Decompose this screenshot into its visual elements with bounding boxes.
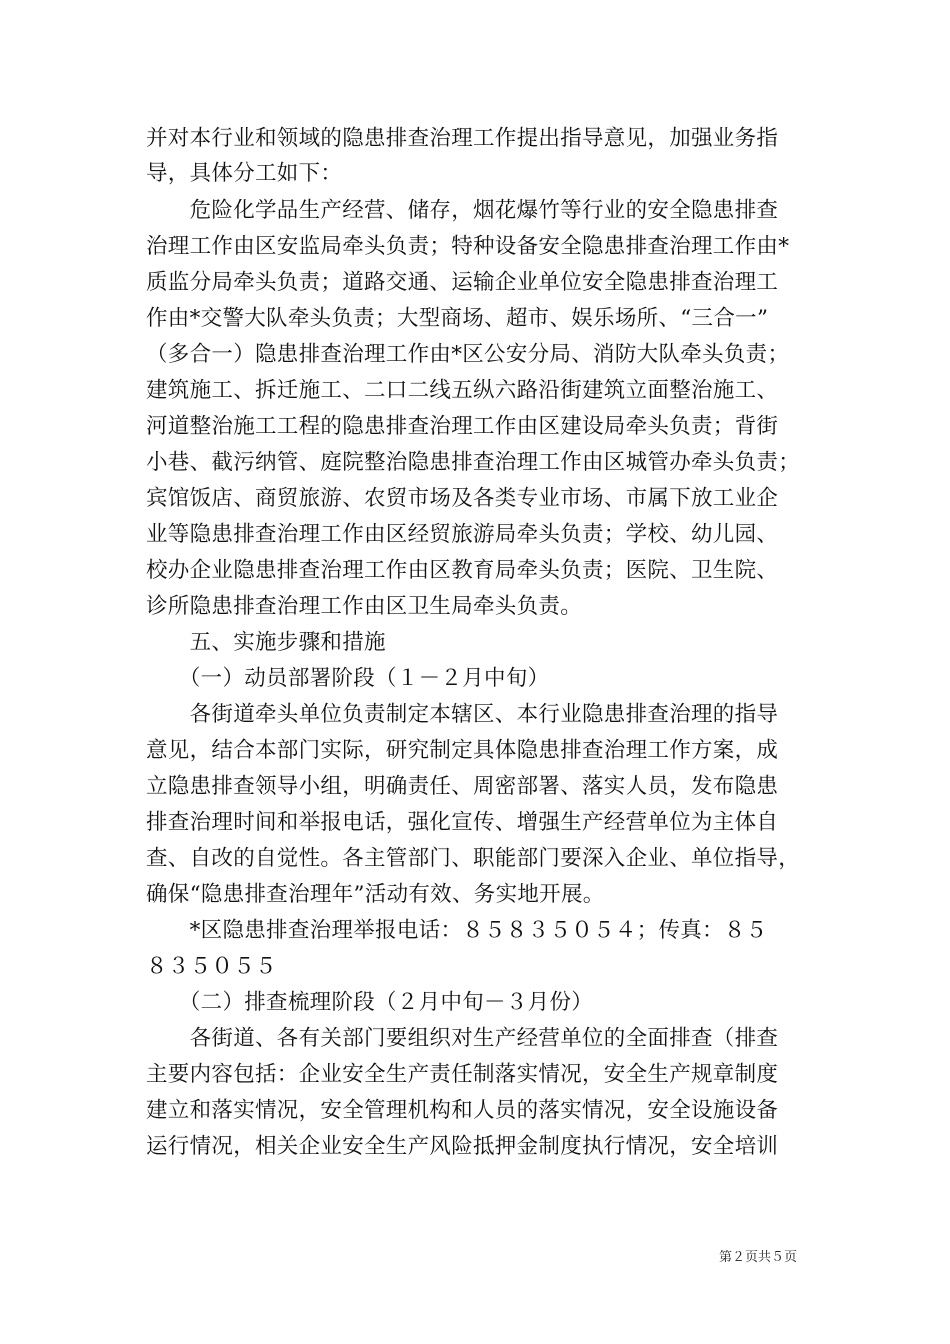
section-heading: 五、实施步骤和措施 <box>146 630 386 655</box>
text-line: 建立和落实情况，安全管理机构和人员的落实情况，安全设施设备 <box>146 1098 779 1123</box>
text-line: （多合一）隐患排查治理工作由*区公安分局、消防大队牵头负责； <box>146 342 790 367</box>
text-line: ８３５０５５ <box>146 954 277 979</box>
text-line: 质监分局牵头负责；道路交通、运输企业单位安全隐患排查治理工 <box>146 270 779 295</box>
text-line: 确保“隐患排查治理年”活动有效、务实地开展。 <box>146 882 605 907</box>
text-line: 导，具体分工如下： <box>146 161 343 186</box>
text-line: 建筑施工、拆迁施工、二口二线五纵六路沿街建筑立面整治施工、 <box>146 378 779 403</box>
text-line: 主要内容包括：企业安全生产责任制落实情况，安全生产规章制度 <box>146 1062 779 1087</box>
text-line: 并对本行业和领域的隐患排查治理工作提出指导意见，加强业务指 <box>146 126 779 151</box>
text-line: 意见，结合本部门实际，研究制定具体隐患排查治理工作方案，成 <box>146 738 779 763</box>
text-line: 作由*交警大队牵头负责；大型商场、超市、娱乐场所、“三合一” <box>146 306 769 331</box>
text-line: 诊所隐患排查治理工作由区卫生局牵头负责。 <box>146 594 583 619</box>
text-line: 运行情况，相关企业安全生产风险抵押金制度执行情况，安全培训 <box>146 1134 779 1159</box>
text-line: 治理工作由区安监局牵头负责；特种设备安全隐患排查治理工作由* <box>146 234 790 259</box>
text-line: 小巷、截污纳管、庭院整治隐患排查治理工作由区城管办牵头负责； <box>146 450 801 475</box>
text-line: 河道整治施工工程的隐患排查治理工作由区建设局牵头负责；背街 <box>146 414 779 439</box>
subsection-heading: （二）排查梳理阶段（２月中旬－３月份） <box>146 990 594 1015</box>
text-line: 各街道、各有关部门要组织对生产经营单位的全面排查（排查 <box>146 1026 779 1051</box>
text-line: 业等隐患排查治理工作由区经贸旅游局牵头负责；学校、幼儿园、 <box>146 522 779 547</box>
text-line: 宾馆饭店、商贸旅游、农贸市场及各类专业市场、市属下放工业企 <box>146 486 779 511</box>
text-line: 各街道牵头单位负责制定本辖区、本行业隐患排查治理的指导 <box>146 702 779 727</box>
text-line: 危险化学品生产经营、储存，烟花爆竹等行业的安全隐患排查 <box>146 198 779 223</box>
text-line: 校办企业隐患排查治理工作由区教育局牵头负责；医院、卫生院、 <box>146 558 779 583</box>
subsection-heading: （一）动员部署阶段（１－２月中旬） <box>146 666 550 691</box>
text-line: 查、自改的自觉性。各主管部门、职能部门要深入企业、单位指导， <box>146 846 801 871</box>
text-line: *区隐患排查治理举报电话：８５８３５０５４；传真：８５ <box>146 918 768 943</box>
text-line: 排查治理时间和举报电话，强化宣传、增强生产经营单位为主体自 <box>146 810 779 835</box>
page-number: 第２页共５页 <box>719 1250 798 1265</box>
text-line: 立隐患排查领导小组，明确责任、周密部署、落实人员，发布隐患 <box>146 774 779 799</box>
